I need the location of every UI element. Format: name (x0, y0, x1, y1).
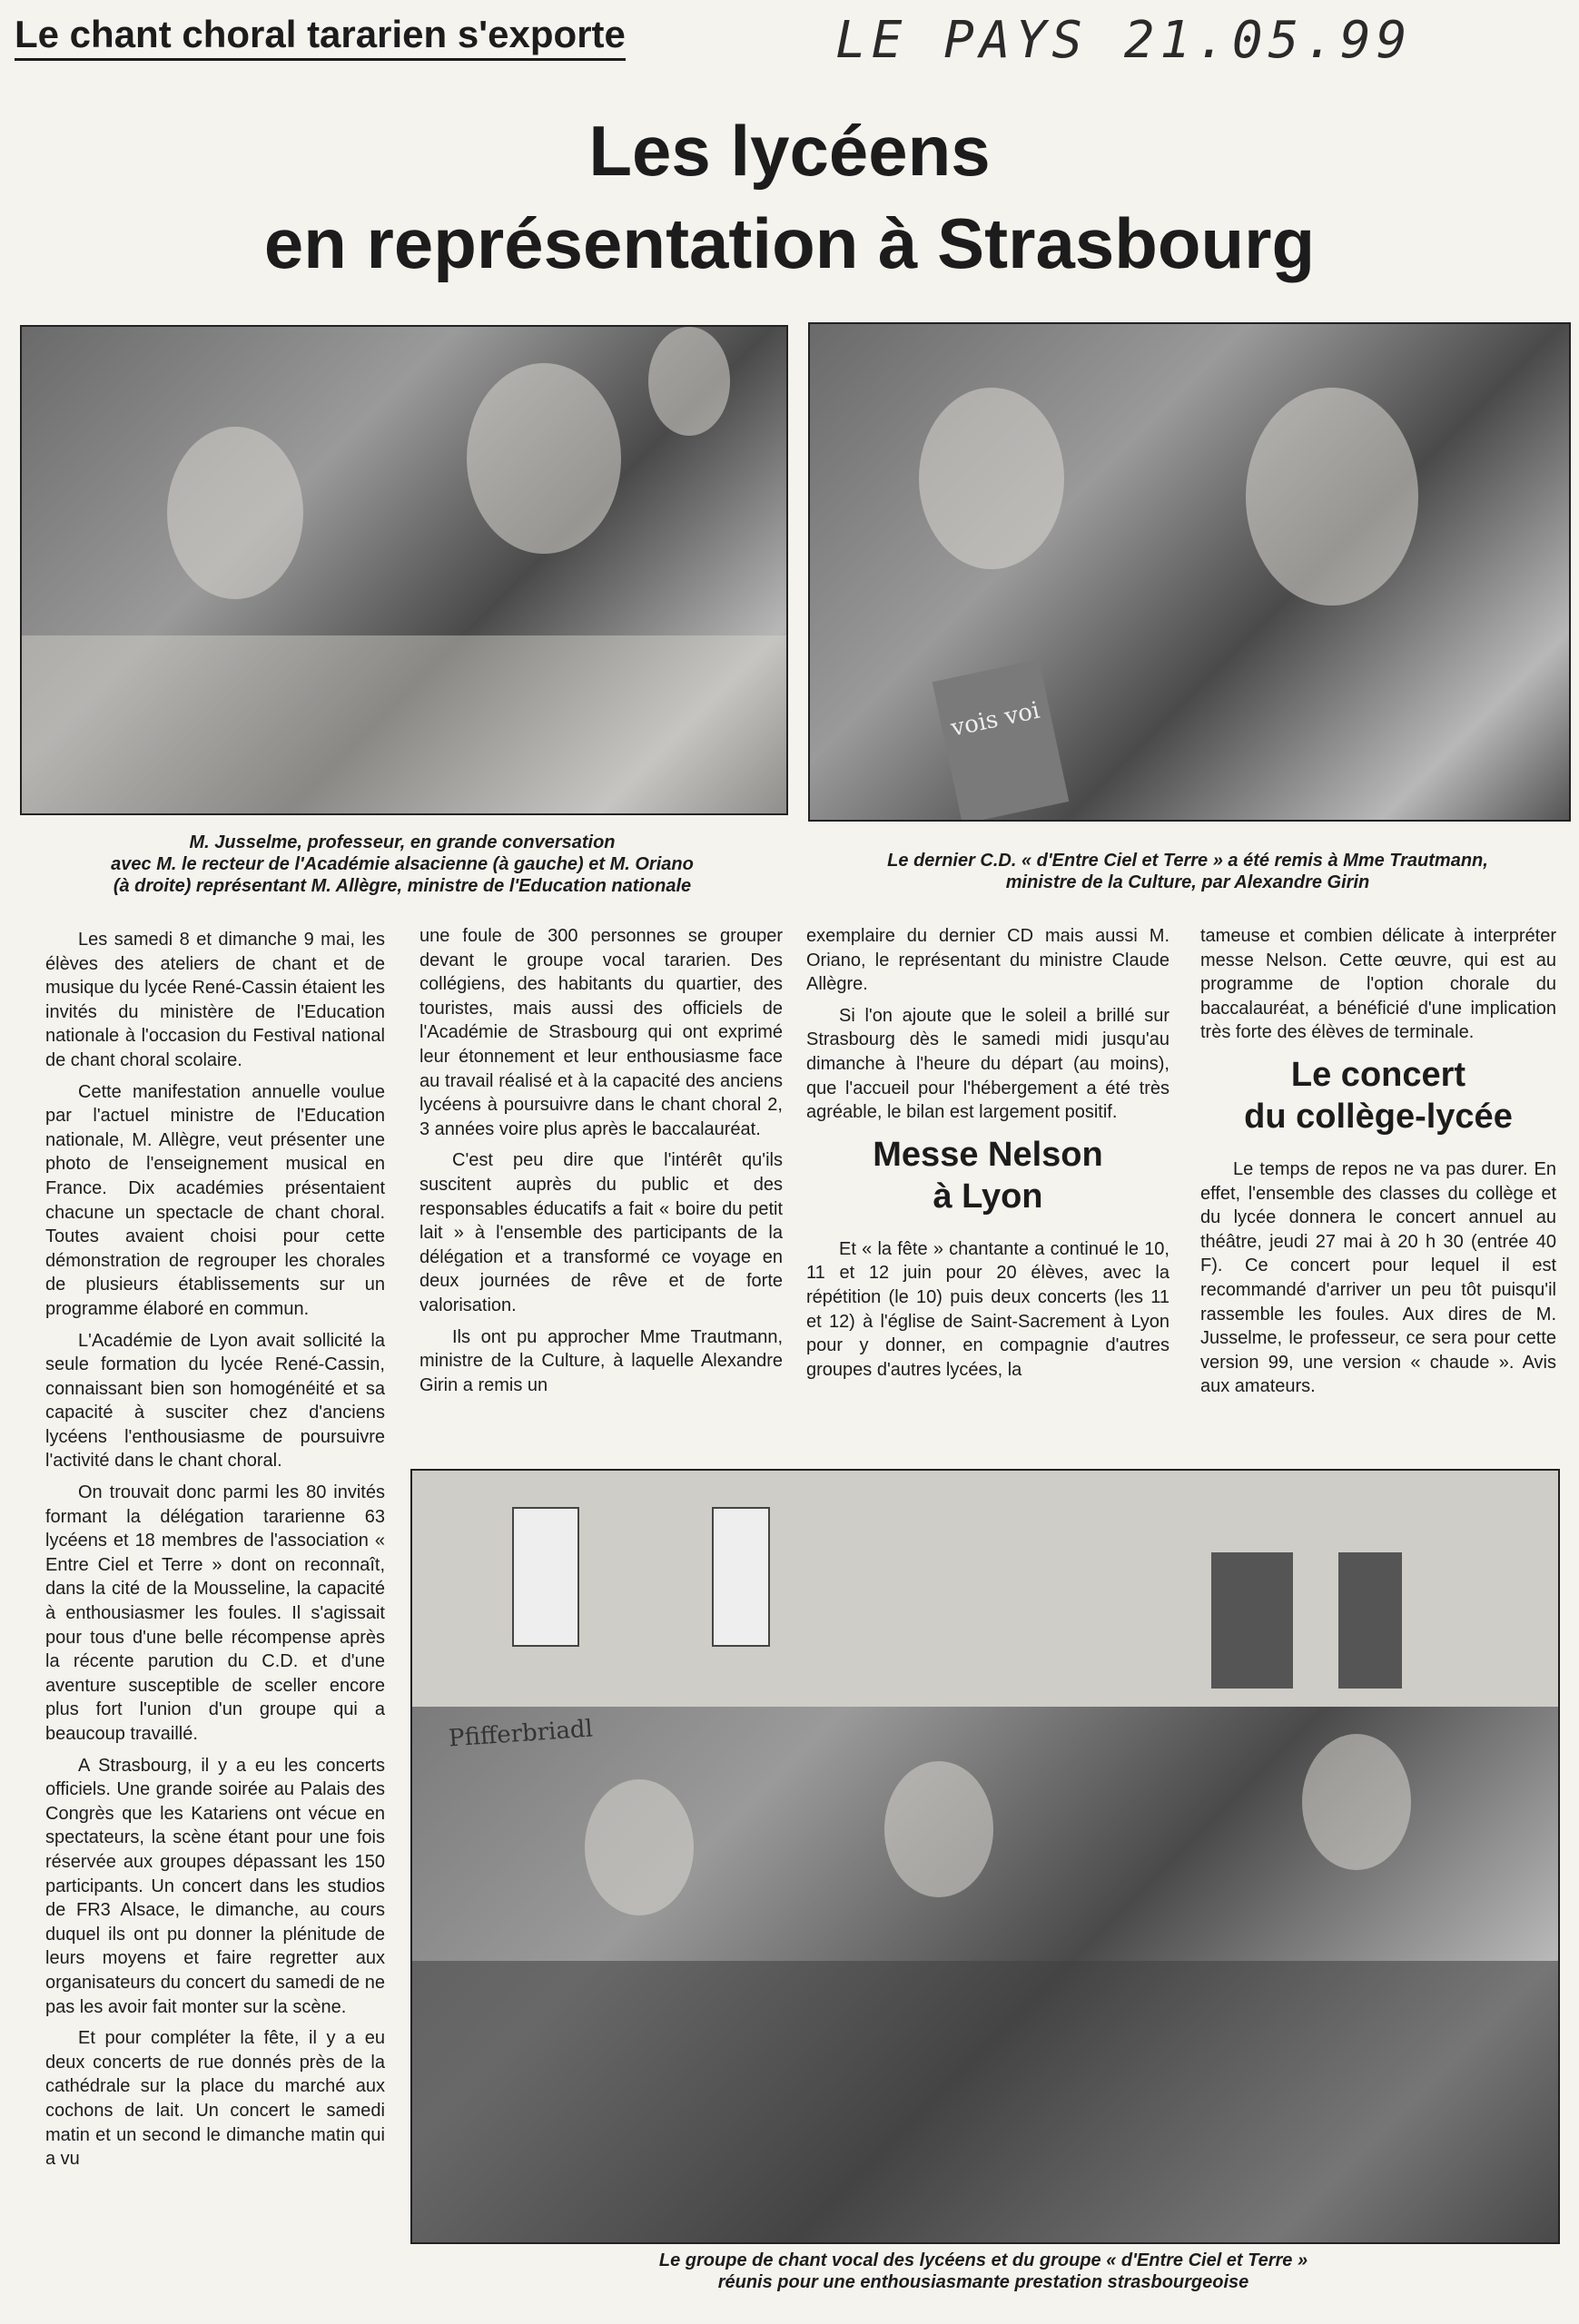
photo-cd-handover-caption: Le dernier C.D. « d'Entre Ciel et Terre » a été remis à Mme Trautmann, ministre de la Culture, par Alexandre Girin (887, 851, 1488, 892)
article-column-3: exemplaire du dernier CD mais aussi M. Oriano, le représentant du ministre Claude Allègre. Si l'on ajoute que le soleil a brillé sur Strasbourg dès le samedi midi jusqu'au dimanche à l'heure du départ (au moins), que l'accueil pour l'hébergement a été très agréable, le bilan est largement positif. Messe Nelson à Lyon Et « la fête » chantante a continué le 10, 11 et 12 juin pour 20 élèves, avec la répétition (le 10) puis deux concerts (les 11 et 12) à l'église de Saint-Sacrement à Lyon pour y donner, en compagnie d'autres groupes d'autres lycées, la (806, 926, 1169, 1380)
shop-sign: Pfifferbriadl (448, 1715, 594, 1753)
photo-conversation-caption: M. Jusselme, professeur, en grande conversation avec M. le recteur de l'Académie alsacienne (à gauche) et M. Oriano (à droite) représentant M. Allègre, ministre de l'Education nationale (111, 832, 694, 896)
cd-case: vois voi (933, 659, 1070, 822)
handwritten-source-note: LE PAYS 21.05.99 (835, 11, 1413, 70)
article-column-2: une foule de 300 personnes se grouper devant le groupe vocal tararien. Des collégiens, des habitants du quartier, des touristes, mais aussi des officiels de l'Académie de Strasbourg qui ont exprimé leur étonnement et leur enthousiasme face au travail réalisé et à la capacité des anciens lycéens à poursuivre dans le chant choral 2, 3 années voire plus après le baccalauréat. C'est peu dire que l'intérêt qu'ils suscitent auprès du public et des responsables éducatifs a fait « boire du petit lait » à l'ensemble des participants de la délégation et a transformé ce voyage en deux journées de rêve et de forte valorisation. Ils ont pu approcher Mme Trautmann, ministre de la Culture, à laquelle Alexandre Girin a remis un (419, 926, 783, 1395)
headline (0, 104, 1579, 290)
photo-cd-handover (808, 322, 1571, 822)
headline-line-2: en représentation à Strasbourg (263, 203, 1316, 283)
photo-conversation (20, 325, 788, 815)
headline-line-1: Les lycéens (588, 111, 991, 191)
subhead-messe-nelson: Messe Nelson à Lyon (873, 1135, 1103, 1216)
photo-choir-group (410, 1469, 1560, 2244)
kicker-title: Le chant choral tararien s'exporte (15, 13, 626, 61)
subhead-concert: Le concert du collège-lycée (1244, 1055, 1513, 1136)
article-column-4: tameuse et combien délicate à interpréter messe Nelson. Cette œuvre, qui est au programme de l'option chorale du baccalauréat, a bénéficié d'une implication très forte des élèves de terminale. Le concert du collège-lycée Le temps de repos ne va pas durer. En effet, l'ensemble des classes du collège et du lycée donnera le concert annuel au théâtre, jeudi 27 mai à 20 h 30 (entrée 40 F). Ce concert pour lequel il est recommandé d'arriver un peu tôt puisqu'il rassemble les foules. Aux dires de M. Jusselme, le professeur, ce sera pour cette version 99, une version « chaude ». Avis aux amateurs. (1200, 926, 1556, 1397)
article-column-1: Les samedi 8 et dimanche 9 mai, les élèves des ateliers de chant et de musique du lycée René-Cassin étaient les invités du ministère de l'Education nationale à l'occasion du Festival national de chant choral scolaire. Cette manifestation annuelle voulue par l'actuel ministre de l'Education nationale, M. Allègre, veut présenter une photo de l'enseignement musical en France. Dix académies présentaient chacune un spectacle de chant choral. Toutes avaient choisi pour cette démonstration de regrouper les chorales de plusieurs établissements sur un programme élaboré en commun. L'Académie de Lyon avait sollicité la seule formation du lycée René-Cassin, connaissant bien son homogénéité et sa capacité à susciter chez d'anciens lycéens l'enthousiasme de poursuivre l'activité dans le chant choral. On trouvait donc parmi les 80 invités formant la délégation tararienne 63 lycéens et 18 membres de l'association « Entre Ciel et Terre » dont on reconnaît, dans la cité de la Mousseline, la capacité à enthousiasmer les foules. Il s'agissait pour tous d'une belle récompense après la récente parution du C.D. et d'une aventure susceptible de sceller encore plus fort l'union d'un groupe qui a beaucoup travaillé. A Strasbourg, il y a eu les concerts officiels. Une grande soirée au Palais des Congrès que les Katariens ont vécue en spectateurs, la scène étant pour une fois réservée aux groupes dépassant les 150 participants. Un concert dans les studios de FR3 Alsace, le dimanche, au cours duquel ils ont pu donner la plénitude de leurs moyens et faire regretter aux organisateurs du concert du samedi de ne pas les avoir fait monter sur la scène. Et pour compléter la fête, il y a eu deux concerts de rue donnés près de la cathédrale sur la place du marché aux cochons de lait. Un concert le samedi matin et un second le dimanche matin qui a vu (45, 930, 385, 2170)
photo-choir-group-caption: Le groupe de chant vocal des lycéens et du groupe « d'Entre Ciel et Terre » réunis pour une enthousiasmante prestation strasbourgeoise (658, 2250, 1308, 2292)
